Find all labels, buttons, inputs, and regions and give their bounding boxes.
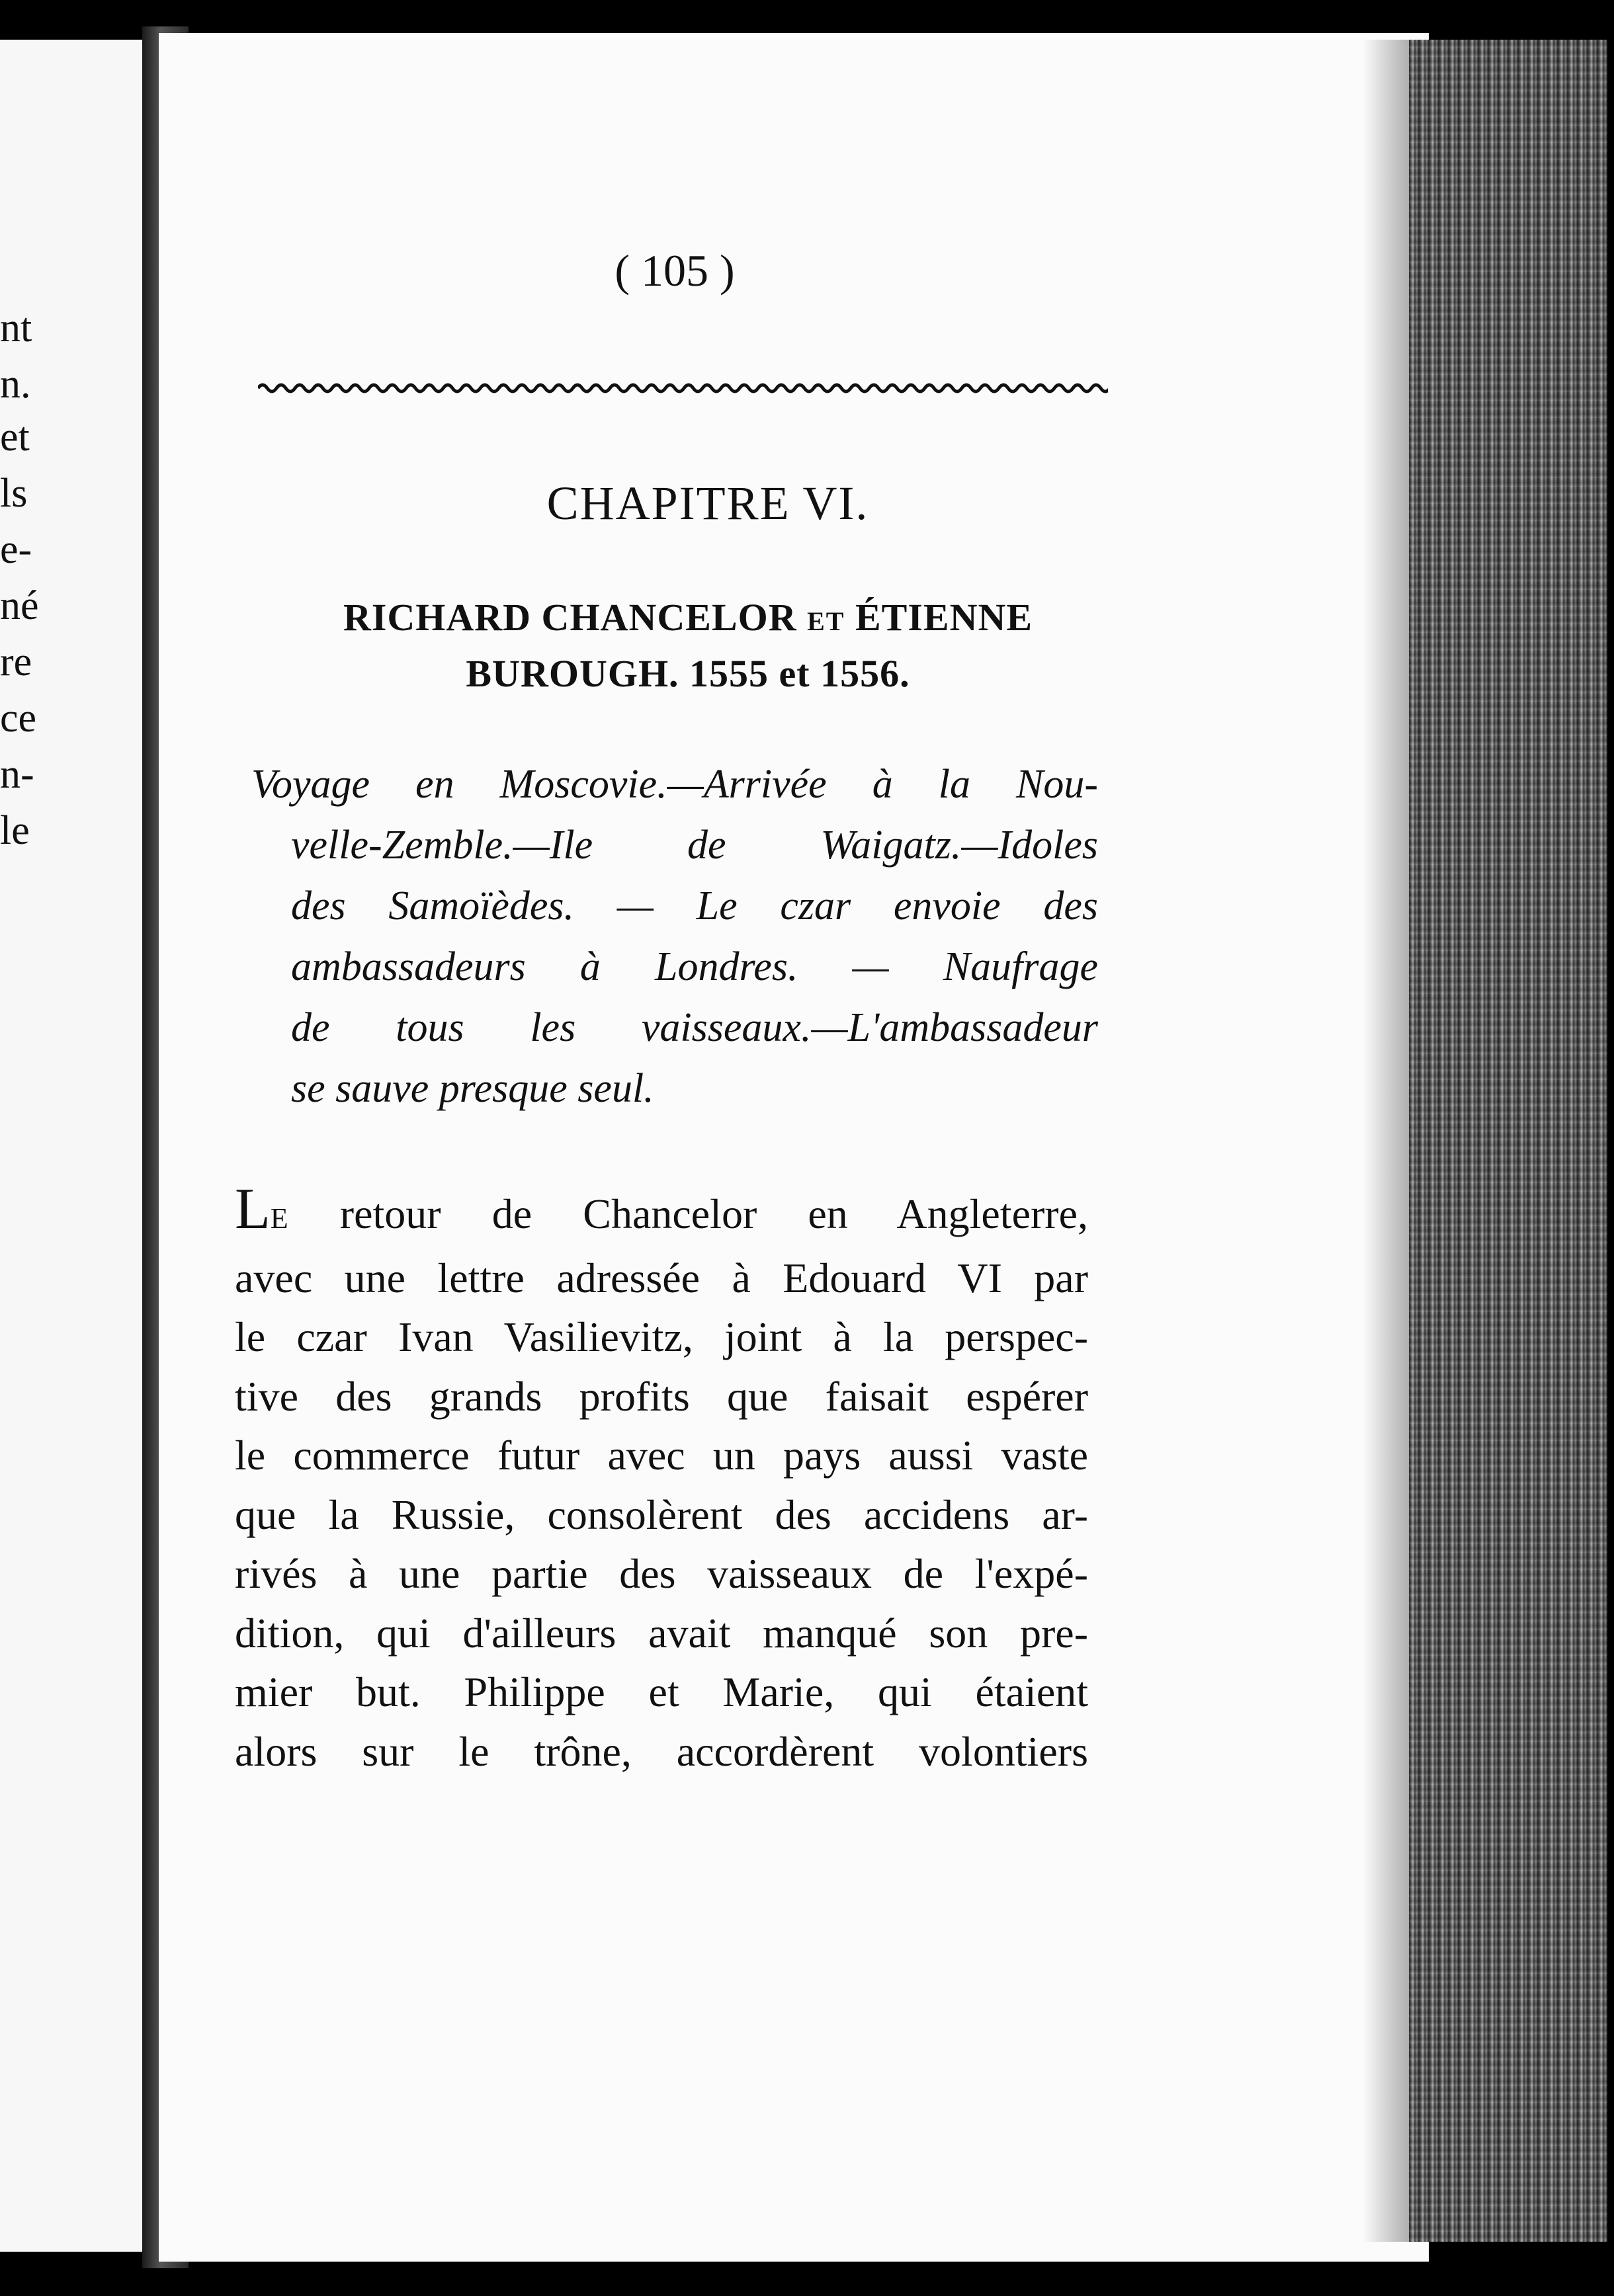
previous-page-fragment: re bbox=[0, 639, 32, 684]
body-line-first-rest: retour de Chancelor en Angleterre, bbox=[288, 1190, 1088, 1237]
chapter-subtitle-line2: BUROUGH. 1555 et 1556. bbox=[466, 652, 910, 695]
previous-page-fragment: ls bbox=[0, 471, 28, 516]
initial-letter: L bbox=[235, 1177, 271, 1241]
summary-line: se sauve presque seul. bbox=[291, 1066, 654, 1111]
summary-line: des Samoïèdes. — Le czar envoie des bbox=[291, 883, 1098, 928]
body-line: que la Russie, consolèrent des accidens ar- bbox=[235, 1491, 1088, 1538]
subtitle-conjunction: ET bbox=[807, 606, 845, 636]
page-number: ( 105 ) bbox=[615, 245, 735, 296]
body-line: alors sur le trône, accordèrent volontiers bbox=[235, 1727, 1088, 1775]
previous-page-fragment: et bbox=[0, 415, 30, 460]
page-edge-shadow bbox=[1363, 40, 1416, 2242]
body-paragraph bbox=[235, 1177, 1088, 1781]
previous-page-fragment: nt bbox=[0, 306, 32, 350]
book-page bbox=[159, 33, 1429, 2262]
summary-line: velle-Zemble.—Ile de Waigatz.—Idoles bbox=[291, 823, 1098, 868]
body-line: le commerce futur avec un pays aussi vaste bbox=[235, 1432, 1088, 1479]
decorative-rule bbox=[258, 380, 1108, 396]
previous-page-fragment: n. bbox=[0, 362, 31, 407]
subtitle-name-2: ÉTIENNE bbox=[855, 596, 1033, 639]
body-line-first bbox=[235, 1177, 1088, 1249]
body-line: rivés à une partie des vaisseaux de l'expé- bbox=[235, 1550, 1088, 1597]
previous-page-fragment: ce bbox=[0, 696, 37, 741]
chapter-subtitle-line1 bbox=[251, 595, 1125, 639]
chapter-title: CHAPITRE VI. bbox=[546, 477, 869, 530]
previous-page-fragment: né bbox=[0, 583, 39, 628]
page-edges-block bbox=[1409, 40, 1607, 2242]
previous-page-fragment: n- bbox=[0, 752, 34, 797]
body-line: avec une lettre adressée à Edouard VI par bbox=[235, 1254, 1088, 1301]
summary-line: Voyage en Moscovie.—Arrivée à la Nou- bbox=[251, 762, 1098, 807]
body-line: tive des grands profits que faisait espérer bbox=[235, 1372, 1088, 1420]
previous-page-fragment: le bbox=[0, 808, 30, 853]
chapter-summary bbox=[251, 754, 1098, 1119]
summary-line: de tous les vaisseaux.—L'ambassadeur bbox=[291, 1005, 1098, 1050]
summary-line: ambassadeurs à Londres. — Naufrage bbox=[291, 944, 1098, 989]
body-line: le czar Ivan Vasilievitz, joint à la perspec- bbox=[235, 1313, 1088, 1360]
previous-page-fragment: e- bbox=[0, 527, 32, 572]
subtitle-name-1: RICHARD CHANCELOR bbox=[343, 596, 797, 639]
previous-page-strip bbox=[0, 40, 146, 2252]
body-line: mier but. Philippe et Marie, qui étaient bbox=[235, 1668, 1088, 1715]
body-line: dition, qui d'ailleurs avait manqué son pre- bbox=[235, 1609, 1088, 1657]
initial-small-caps: E bbox=[270, 1202, 289, 1235]
